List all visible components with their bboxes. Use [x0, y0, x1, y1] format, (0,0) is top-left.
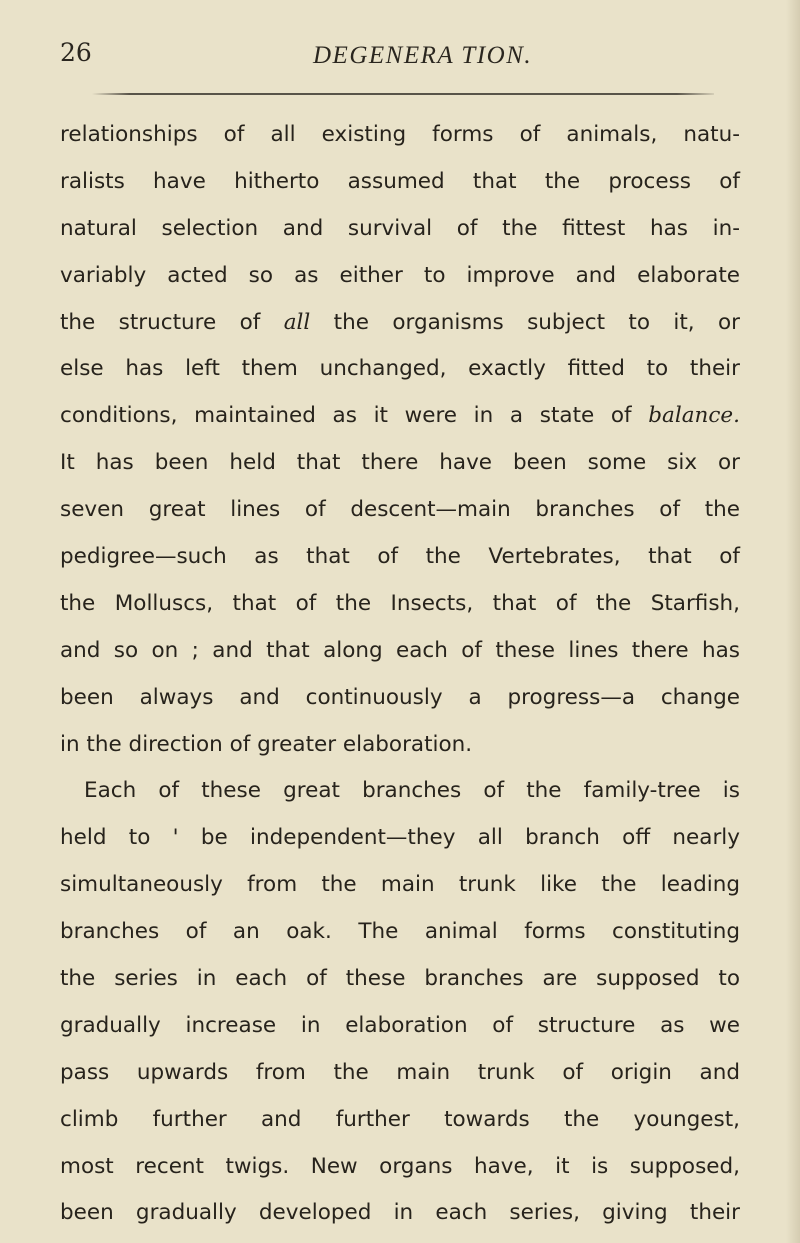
text-line: else has left them unchanged, exactly fitted to their	[60, 356, 740, 382]
page-header	[40, 38, 760, 78]
text-line: pass upwards from the main trunk of origin and	[60, 1059, 740, 1085]
text-line: the Molluscs, that of the Insects, that of the Starfish,	[60, 590, 740, 616]
text-line: and so on ; and that along each of these lines there has	[60, 637, 740, 663]
text-line: in the direction of greater elaboration.	[60, 731, 473, 757]
text-line: conditions, maintained as it were in a state of balance.	[60, 403, 740, 429]
text-line: held to ' be independent—they all branch off nearly	[60, 825, 740, 851]
text-line: branches of an oak. The animal forms constituting	[60, 919, 740, 945]
italic-emphasis: balance.	[648, 403, 740, 429]
italic-emphasis: all	[283, 309, 311, 335]
text-line: It has been held that there have been some six or	[60, 450, 740, 476]
text-line: climb further and further towards the youngest,	[60, 1106, 740, 1132]
page-edge-shadow	[786, 0, 800, 1243]
text-line: been gradually developed in each series, giving their	[60, 1200, 740, 1226]
text-line: simultaneously from the main trunk like the leading	[60, 872, 740, 898]
text-line: most recent twigs. New organs have, it is supposed,	[60, 1153, 740, 1179]
text-line: relationships of all existing forms of animals, natu-	[60, 122, 740, 147]
text-line: been always and continuously a progress—a change	[60, 684, 740, 710]
text-line: variably acted so as either to improve and elaborate	[60, 262, 740, 288]
body-text	[60, 112, 740, 1237]
text-line: natural selection and survival of the fittest has in-	[60, 215, 740, 241]
text-line: the series in each of these branches are supposed to	[60, 966, 740, 992]
text-line: ralists have hitherto assumed that the process of	[60, 168, 740, 194]
page-number: 26	[60, 38, 92, 67]
text-line: pedigree—such as that of the Vertebrates, that of	[60, 544, 740, 570]
header-rule	[92, 93, 714, 95]
text-line: the structure of all the organisms subject to it, or	[60, 309, 740, 335]
paragraph-first-line: Each of these great branches of the family-tree is	[84, 778, 740, 804]
text-line: seven great lines of descent—main branches of the	[60, 497, 740, 523]
running-head: DEGENERA TION.	[313, 42, 533, 69]
text-line: gradually increase in elaboration of structure as we	[60, 1012, 740, 1038]
